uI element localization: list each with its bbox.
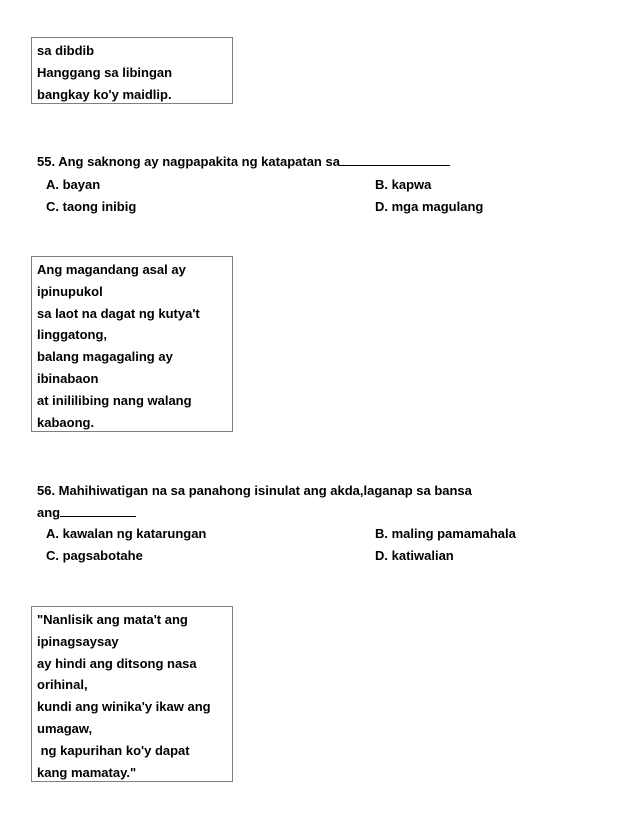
poem-line: balang magagaling ay bbox=[37, 349, 173, 365]
poem-line: kabaong. bbox=[37, 414, 95, 430]
poem-line: ay hindi ang ditsong nasa bbox=[37, 655, 197, 671]
question-56 bbox=[37, 483, 472, 498]
question-55 bbox=[37, 154, 450, 169]
poem-excerpt-box-2 bbox=[31, 256, 233, 432]
q56-option-d: D. katiwalian bbox=[375, 548, 454, 563]
question-56-text-line2: ang bbox=[37, 505, 61, 520]
poem-line: orihinal, bbox=[37, 677, 88, 693]
poem-line: umagaw, bbox=[37, 720, 93, 736]
poem-line: kundi ang winika'y ikaw ang bbox=[37, 699, 211, 715]
poem-line: ipinupukol bbox=[37, 283, 103, 299]
q56-option-a: A. kawalan ng katarungan bbox=[46, 526, 207, 541]
answer-blank bbox=[60, 505, 136, 517]
poem-line: sa dibdib bbox=[37, 43, 95, 58]
poem-line: at inililibing nang walang bbox=[37, 392, 192, 408]
poem-excerpt-box-1 bbox=[31, 37, 233, 104]
poem-line: Ang magandang asal ay bbox=[37, 262, 186, 277]
poem-line: ng kapurihan ko'y dapat bbox=[37, 742, 190, 758]
poem-line: bangkay ko'y maidlip. bbox=[37, 86, 172, 102]
poem-line: ipinagsaysay bbox=[37, 633, 119, 649]
poem-line: Hanggang sa libingan bbox=[37, 64, 173, 80]
q55-option-c: C. taong inibig bbox=[46, 199, 137, 214]
answer-blank bbox=[340, 154, 450, 166]
q55-option-b: B. kapwa bbox=[375, 177, 432, 192]
poem-line: "Nanlisik ang mata't ang bbox=[37, 612, 188, 627]
q55-option-d: D. mga magulang bbox=[375, 199, 484, 214]
poem-excerpt-box-3 bbox=[31, 606, 233, 782]
question-55-text: 55. Ang saknong ay nagpapakita ng katapatan sa bbox=[37, 154, 340, 169]
poem-line: sa laot na dagat ng kutya't bbox=[37, 305, 200, 321]
poem-line: ibinabaon bbox=[37, 370, 99, 386]
question-56-text-line1: 56. Mahihiwatigan na sa panahong isinulat ang akda,laganap sa bansa bbox=[37, 483, 472, 498]
q56-option-c: C. pagsabotahe bbox=[46, 548, 143, 563]
poem-line: linggatong, bbox=[37, 327, 108, 343]
q55-option-a: A. bayan bbox=[46, 177, 101, 192]
poem-line: kang mamatay." bbox=[37, 764, 137, 780]
q56-option-b: B. maling pamamahala bbox=[375, 526, 516, 541]
question-56-cont bbox=[37, 505, 136, 520]
